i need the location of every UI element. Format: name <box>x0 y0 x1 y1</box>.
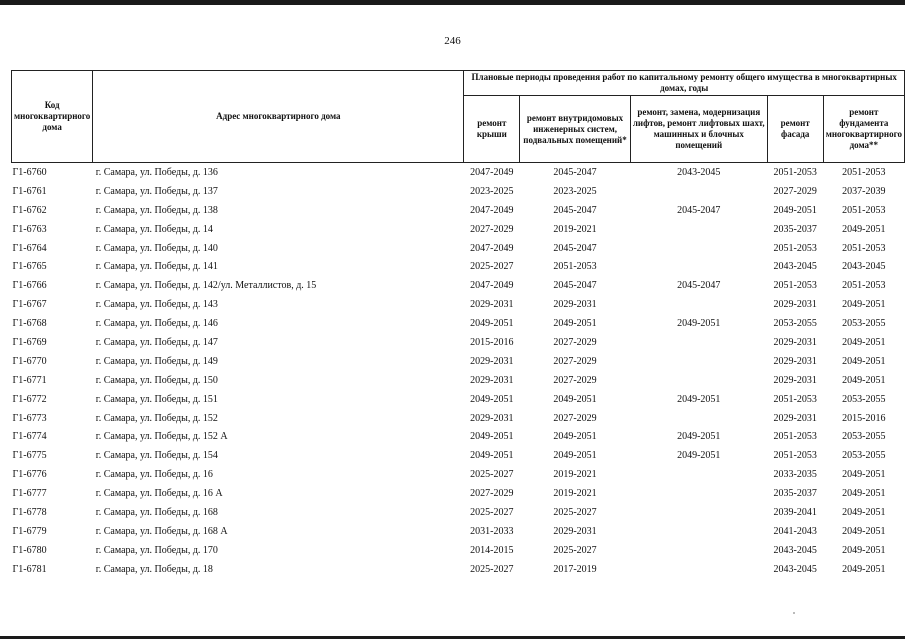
cell-elevators <box>630 352 767 371</box>
cell-address: г. Самара, ул. Победы, д. 141 <box>95 261 218 273</box>
cell-facade: 2053-2055 <box>773 318 817 330</box>
cell-code: Г1-6767 <box>12 299 47 311</box>
table-row <box>12 371 905 390</box>
cell-roof: 2027-2029 <box>470 223 514 235</box>
header-facade: ремонт фасада <box>767 96 823 163</box>
cell-facade: 2029-2031 <box>773 355 817 367</box>
scan-speck <box>793 612 795 614</box>
cell-address: г. Самара, ул. Победы, д. 154 <box>95 450 218 462</box>
cell-code: Г1-6781 <box>12 563 47 575</box>
cell-code: Г1-6764 <box>12 242 47 254</box>
cell-facade: 2029-2031 <box>773 336 817 348</box>
cell-foundation: 2049-2051 <box>842 469 886 481</box>
cell-address: г. Самара, ул. Победы, д. 138 <box>95 204 218 216</box>
cell-facade: 2041-2043 <box>773 525 817 537</box>
header-code: Код многоквартирного дома <box>12 71 93 163</box>
cell-code: Г1-6762 <box>12 204 47 216</box>
cell-roof: 2025-2027 <box>470 261 514 273</box>
cell-address: г. Самара, ул. Победы, д. 168 <box>95 506 218 518</box>
cell-address: г. Самара, ул. Победы, д. 137 <box>95 185 218 197</box>
cell-elevators <box>630 182 767 201</box>
table-row <box>12 295 905 314</box>
cell-roof: 2047-2049 <box>470 280 514 292</box>
cell-elevators: 2045-2047 <box>677 280 721 292</box>
cell-engineering: 2027-2029 <box>553 336 597 348</box>
table-row <box>12 522 905 541</box>
cell-address: г. Самара, ул. Победы, д. 143 <box>95 299 218 311</box>
cell-engineering: 2023-2025 <box>553 185 597 197</box>
table-row <box>12 446 905 465</box>
cell-facade: 2027-2029 <box>773 185 817 197</box>
cell-facade: 2051-2053 <box>773 393 817 405</box>
cell-elevators <box>630 295 767 314</box>
cell-engineering: 2027-2029 <box>553 374 597 386</box>
cell-address: г. Самара, ул. Победы, д. 152 А <box>95 431 228 443</box>
table-row <box>12 409 905 428</box>
header-foundation: ремонт фундамента многоквартирного дома** <box>823 96 904 163</box>
cell-engineering: 2025-2027 <box>553 544 597 556</box>
cell-code: Г1-6771 <box>12 374 47 386</box>
cell-facade: 2051-2053 <box>773 431 817 443</box>
cell-foundation: 2051-2053 <box>842 204 886 216</box>
table-row <box>12 182 905 201</box>
cell-elevators: 2049-2051 <box>677 431 721 443</box>
cell-facade: 2043-2045 <box>773 563 817 575</box>
cell-foundation: 2049-2051 <box>842 336 886 348</box>
table-row <box>12 220 905 239</box>
cell-facade: 2051-2053 <box>773 450 817 462</box>
cell-roof: 2025-2027 <box>470 506 514 518</box>
cell-facade: 2043-2045 <box>773 544 817 556</box>
cell-code: Г1-6768 <box>12 318 47 330</box>
cell-foundation: 2049-2051 <box>842 563 886 575</box>
cell-code: Г1-6780 <box>12 544 47 556</box>
cell-foundation: 2049-2051 <box>842 223 886 235</box>
cell-elevators <box>630 503 767 522</box>
cell-engineering: 2045-2047 <box>520 163 630 182</box>
cell-code: Г1-6769 <box>12 336 47 348</box>
bottom-border-rule <box>0 636 905 639</box>
cell-elevators <box>630 409 767 428</box>
table-row <box>12 390 905 409</box>
cell-address: г. Самара, ул. Победы, д. 14 <box>95 223 213 235</box>
table-row <box>12 201 905 220</box>
top-border-rule <box>0 0 905 5</box>
cell-address: г. Самара, ул. Победы, д. 150 <box>95 374 218 386</box>
cell-address: г. Самара, ул. Победы, д. 16 <box>95 469 213 481</box>
table-row <box>12 484 905 503</box>
cell-roof: 2029-2031 <box>470 299 514 311</box>
table-row <box>12 541 905 560</box>
cell-facade: 2035-2037 <box>773 488 817 500</box>
cell-foundation: 2037-2039 <box>842 185 886 197</box>
table-body <box>12 163 905 579</box>
cell-engineering: 2049-2051 <box>553 318 597 330</box>
cell-elevators <box>630 560 767 579</box>
cell-foundation: 2049-2051 <box>842 488 886 500</box>
cell-code: Г1-6776 <box>12 469 47 481</box>
cell-elevators <box>630 465 767 484</box>
cell-foundation: 2053-2055 <box>842 450 886 462</box>
cell-code: Г1-6761 <box>12 185 47 197</box>
table-row <box>12 163 905 182</box>
cell-facade: 2033-2035 <box>773 469 817 481</box>
cell-foundation: 2049-2051 <box>842 544 886 556</box>
cell-roof: 2029-2031 <box>470 374 514 386</box>
cell-elevators <box>630 220 767 239</box>
cell-code: Г1-6773 <box>12 412 47 424</box>
cell-engineering: 2045-2047 <box>553 204 597 216</box>
cell-roof: 2027-2029 <box>470 488 514 500</box>
cell-elevators: 2049-2051 <box>677 450 721 462</box>
cell-roof: 2049-2051 <box>470 318 514 330</box>
cell-elevators: 2045-2047 <box>677 204 721 216</box>
cell-foundation: 2051-2053 <box>823 163 904 182</box>
cell-engineering: 2019-2021 <box>553 223 597 235</box>
cell-roof: 2015-2016 <box>470 336 514 348</box>
cell-code: Г1-6774 <box>12 431 47 443</box>
cell-engineering: 2027-2029 <box>553 355 597 367</box>
table-row <box>12 239 905 258</box>
header-elevators: ремонт, замена, модернизация лифтов, ремонт лифтовых шахт, машинных и блочных помещений <box>630 96 767 163</box>
cell-roof: 2014-2015 <box>470 544 514 556</box>
cell-address: г. Самара, ул. Победы, д. 168 А <box>95 525 228 537</box>
cell-roof: 2029-2031 <box>470 355 514 367</box>
cell-elevators <box>630 333 767 352</box>
cell-elevators <box>630 371 767 390</box>
table-row <box>12 333 905 352</box>
cell-facade: 2029-2031 <box>773 374 817 386</box>
cell-engineering: 2049-2051 <box>553 393 597 405</box>
cell-code: Г1-6775 <box>12 450 47 462</box>
cell-code: Г1-6763 <box>12 223 47 235</box>
table-row <box>12 257 905 276</box>
cell-foundation: 2053-2055 <box>842 318 886 330</box>
table-row <box>12 352 905 371</box>
cell-engineering: 2025-2027 <box>553 506 597 518</box>
header-roof: ремонт крыши <box>464 96 520 163</box>
cell-foundation: 2049-2051 <box>842 355 886 367</box>
cell-code: Г1-6765 <box>12 261 47 273</box>
cell-code: Г1-6772 <box>12 393 47 405</box>
cell-facade: 2029-2031 <box>773 412 817 424</box>
cell-roof: 2047-2049 <box>470 242 514 254</box>
cell-roof: 2049-2051 <box>470 393 514 405</box>
cell-engineering: 2027-2029 <box>553 412 597 424</box>
cell-facade: 2051-2053 <box>767 163 823 182</box>
cell-roof: 2023-2025 <box>470 185 514 197</box>
cell-foundation: 2053-2055 <box>842 431 886 443</box>
cell-address: г. Самара, ул. Победы, д. 170 <box>95 544 218 556</box>
cell-roof: 2049-2051 <box>470 450 514 462</box>
cell-facade: 2035-2037 <box>773 223 817 235</box>
cell-address: г. Самара, ул. Победы, д. 146 <box>95 318 218 330</box>
cell-address: г. Самара, ул. Победы, д. 136 <box>93 163 464 182</box>
cell-foundation: 2043-2045 <box>842 261 886 273</box>
cell-facade: 2043-2045 <box>773 261 817 273</box>
cell-roof: 2029-2031 <box>470 412 514 424</box>
cell-elevators: 2049-2051 <box>677 318 721 330</box>
cell-elevators <box>630 541 767 560</box>
cell-engineering: 2017-2019 <box>553 563 597 575</box>
cell-address: г. Самара, ул. Победы, д. 142/ул. Металлистов, д. 15 <box>95 280 317 292</box>
cell-engineering: 2051-2053 <box>553 261 597 273</box>
cell-engineering: 2019-2021 <box>553 469 597 481</box>
cell-address: г. Самара, ул. Победы, д. 16 А <box>95 488 223 500</box>
cell-foundation: 2053-2055 <box>842 393 886 405</box>
cell-roof: 2025-2027 <box>470 469 514 481</box>
cell-address: г. Самара, ул. Победы, д. 18 <box>95 563 213 575</box>
cell-address: г. Самара, ул. Победы, д. 149 <box>95 355 218 367</box>
table-row <box>12 276 905 295</box>
table-row <box>12 427 905 446</box>
cell-elevators <box>630 257 767 276</box>
cell-engineering: 2045-2047 <box>553 242 597 254</box>
cell-roof: 2025-2027 <box>470 563 514 575</box>
cell-facade: 2051-2053 <box>773 242 817 254</box>
cell-code: Г1-6770 <box>12 355 47 367</box>
cell-foundation: 2051-2053 <box>842 280 886 292</box>
cell-facade: 2051-2053 <box>773 280 817 292</box>
cell-engineering: 2029-2031 <box>553 299 597 311</box>
cell-foundation: 2049-2051 <box>842 525 886 537</box>
cell-code: Г1-6779 <box>12 525 47 537</box>
cell-elevators <box>630 484 767 503</box>
cell-code: Г1-6760 <box>12 163 93 182</box>
table-row <box>12 465 905 484</box>
cell-facade: 2039-2041 <box>773 506 817 518</box>
cell-foundation: 2015-2016 <box>842 412 886 424</box>
cell-engineering: 2049-2051 <box>553 450 597 462</box>
cell-facade: 2029-2031 <box>773 299 817 311</box>
cell-address: г. Самара, ул. Победы, д. 151 <box>95 393 218 405</box>
cell-foundation: 2049-2051 <box>842 374 886 386</box>
cell-elevators: 2049-2051 <box>677 393 721 405</box>
cell-address: г. Самара, ул. Победы, д. 152 <box>95 412 218 424</box>
cell-engineering: 2049-2051 <box>553 431 597 443</box>
cell-elevators <box>630 239 767 258</box>
cell-roof: 2031-2033 <box>470 525 514 537</box>
header-address: Адрес многоквартирного дома <box>93 71 464 163</box>
cell-engineering: 2045-2047 <box>553 280 597 292</box>
header-engineering: ремонт внутридомовых инженерных систем, подвальных помещений* <box>520 96 630 163</box>
cell-elevators <box>630 522 767 541</box>
cell-roof: 2047-2049 <box>470 204 514 216</box>
cell-elevators: 2043-2045 <box>630 163 767 182</box>
cell-foundation: 2049-2051 <box>842 299 886 311</box>
cell-code: Г1-6766 <box>12 280 47 292</box>
cell-roof: 2047-2049 <box>464 163 520 182</box>
cell-foundation: 2049-2051 <box>842 506 886 518</box>
table-row <box>12 314 905 333</box>
cell-engineering: 2029-2031 <box>553 525 597 537</box>
cell-foundation: 2051-2053 <box>842 242 886 254</box>
page-number: 246 <box>444 35 461 47</box>
table-row <box>12 503 905 522</box>
cell-facade: 2049-2051 <box>773 204 817 216</box>
repair-schedule-table <box>11 70 905 579</box>
cell-address: г. Самара, ул. Победы, д. 147 <box>95 336 218 348</box>
table-row <box>12 560 905 579</box>
cell-code: Г1-6778 <box>12 506 47 518</box>
cell-engineering: 2019-2021 <box>553 488 597 500</box>
cell-code: Г1-6777 <box>12 488 47 500</box>
header-periods-group: Плановые периоды проведения работ по капитальному ремонту общего имущества в многоквартирных домах, годы <box>464 71 905 96</box>
cell-roof: 2049-2051 <box>470 431 514 443</box>
cell-address: г. Самара, ул. Победы, д. 140 <box>95 242 218 254</box>
